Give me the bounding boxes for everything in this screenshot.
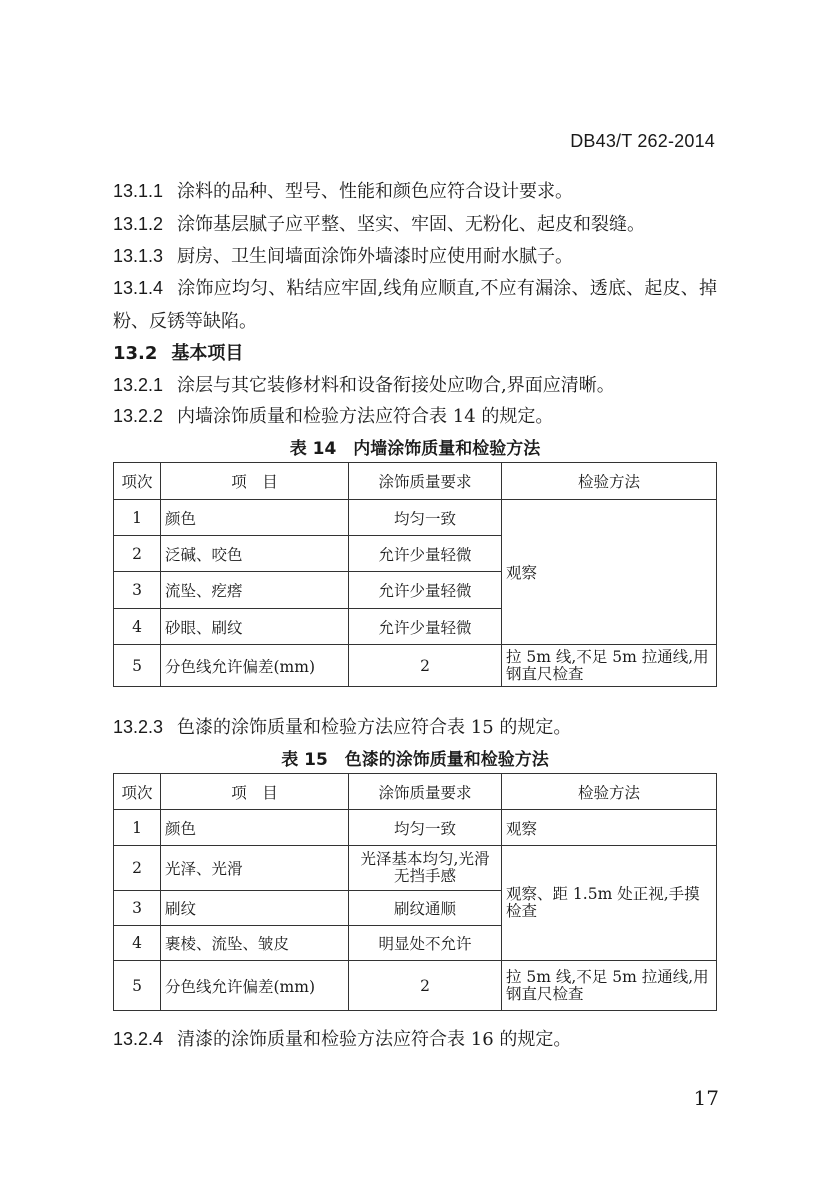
clause-text: 涂层与其它装修材料和设备衔接处应吻合,界面应清晰。 xyxy=(177,375,615,396)
table-row xyxy=(114,645,717,687)
table-header-row xyxy=(114,463,717,500)
item-cell: 颜色 xyxy=(161,500,349,536)
row-number: 1 xyxy=(114,500,161,536)
method-cell: 观察、距 1.5m 处正视,手摸检查 xyxy=(502,846,717,961)
clause-text: 内墙涂饰质量和检验方法应符合表 14 的规定。 xyxy=(177,406,554,427)
table-15 xyxy=(113,773,717,1011)
table-row xyxy=(114,810,717,846)
clause-text: 涂饰应均匀、粘结应牢固,线角应顺直,不应有漏涂、透底、起皮、掉粉、反锈等缺陷。 xyxy=(113,278,717,332)
row-number: 5 xyxy=(114,961,161,1011)
header-cell: 涂饰质量要求 xyxy=(349,463,502,500)
requirement-cell: 均匀一致 xyxy=(349,810,502,846)
clause-13-2-3 xyxy=(113,711,717,744)
table-row xyxy=(114,500,717,536)
table-14 xyxy=(113,462,717,687)
requirement-cell: 允许少量轻微 xyxy=(349,572,502,609)
item-cell: 砂眼、刷纹 xyxy=(161,609,349,645)
page-number: 17 xyxy=(693,1086,719,1110)
row-number: 2 xyxy=(114,846,161,891)
section-number: 13.2 xyxy=(113,343,158,364)
header-cell: 涂饰质量要求 xyxy=(349,774,502,810)
item-cell: 刷纹 xyxy=(161,891,349,926)
section-title: 基本项目 xyxy=(171,343,244,364)
item-cell: 流坠、疙瘩 xyxy=(161,572,349,609)
table-header-row xyxy=(114,774,717,810)
header-cell: 检验方法 xyxy=(502,774,717,810)
clause-number: 13.1.3 xyxy=(113,246,164,266)
item-cell: 泛碱、咬色 xyxy=(161,536,349,572)
item-cell: 分色线允许偏差(mm) xyxy=(161,645,349,687)
item-cell: 光泽、光滑 xyxy=(161,846,349,891)
row-number: 3 xyxy=(114,891,161,926)
clause-text: 涂料的品种、型号、性能和颜色应符合设计要求。 xyxy=(177,181,574,202)
table-14-caption: 表 14 内墙涂饰质量和检验方法 xyxy=(289,439,541,459)
method-cell: 拉 5m 线,不足 5m 拉通线,用钢直尺检查 xyxy=(502,645,717,687)
header-cell: 项次 xyxy=(114,774,161,810)
requirement-cell: 允许少量轻微 xyxy=(349,609,502,645)
item-cell: 裹棱、流坠、皱皮 xyxy=(161,926,349,961)
clause-text: 清漆的涂饰质量和检验方法应符合表 16 的规定。 xyxy=(177,1029,572,1050)
requirement-cell: 光泽基本均匀,光滑无挡手感 xyxy=(349,846,502,891)
requirement-cell: 允许少量轻微 xyxy=(349,536,502,572)
table-row xyxy=(114,846,717,891)
row-number: 4 xyxy=(114,926,161,961)
requirement-cell: 明显处不允许 xyxy=(349,926,502,961)
method-cell: 观察 xyxy=(502,500,717,645)
row-number: 2 xyxy=(114,536,161,572)
header-cell: 项次 xyxy=(114,463,161,500)
item-cell: 分色线允许偏差(mm) xyxy=(161,961,349,1011)
row-number: 1 xyxy=(114,810,161,846)
header-cell: 检验方法 xyxy=(502,463,717,500)
clause-13-1-3 xyxy=(113,240,717,273)
requirement-cell: 均匀一致 xyxy=(349,500,502,536)
clause-13-1-1 xyxy=(113,175,717,208)
table-row xyxy=(114,961,717,1011)
requirement-cell: 刷纹通顺 xyxy=(349,891,502,926)
item-cell: 颜色 xyxy=(161,810,349,846)
clause-13-2-2 xyxy=(113,400,717,433)
clause-13-2-4 xyxy=(113,1023,717,1056)
clause-number: 13.2.3 xyxy=(113,717,164,737)
requirement-cell: 2 xyxy=(349,961,502,1011)
clause-text: 色漆的涂饰质量和检验方法应符合表 15 的规定。 xyxy=(177,717,572,738)
header-cell: 项 目 xyxy=(161,463,349,500)
clause-number: 13.1.2 xyxy=(113,214,164,234)
section-13-2-heading xyxy=(113,337,717,370)
row-number: 5 xyxy=(114,645,161,687)
clause-number: 13.2.4 xyxy=(113,1029,164,1049)
table-15-caption: 表 15 色漆的涂饰质量和检验方法 xyxy=(281,750,549,770)
document-number: DB43/T 262-2014 xyxy=(570,131,715,151)
clause-number: 13.1.4 xyxy=(113,278,164,298)
row-number: 3 xyxy=(114,572,161,609)
clause-13-1-2 xyxy=(113,208,717,241)
clause-13-1-4 xyxy=(113,272,717,338)
method-cell: 观察 xyxy=(502,810,717,846)
requirement-cell: 2 xyxy=(349,645,502,687)
clause-number: 13.1.1 xyxy=(113,181,164,201)
clause-text: 涂饰基层腻子应平整、坚实、牢固、无粉化、起皮和裂缝。 xyxy=(177,214,646,235)
clause-text: 厨房、卫生间墙面涂饰外墙漆时应使用耐水腻子。 xyxy=(177,246,574,267)
row-number: 4 xyxy=(114,609,161,645)
clause-number: 13.2.1 xyxy=(113,375,164,395)
clause-number: 13.2.2 xyxy=(113,406,164,426)
method-cell: 拉 5m 线,不足 5m 拉通线,用钢直尺检查 xyxy=(502,961,717,1011)
clause-13-2-1 xyxy=(113,369,717,402)
header-cell: 项 目 xyxy=(161,774,349,810)
